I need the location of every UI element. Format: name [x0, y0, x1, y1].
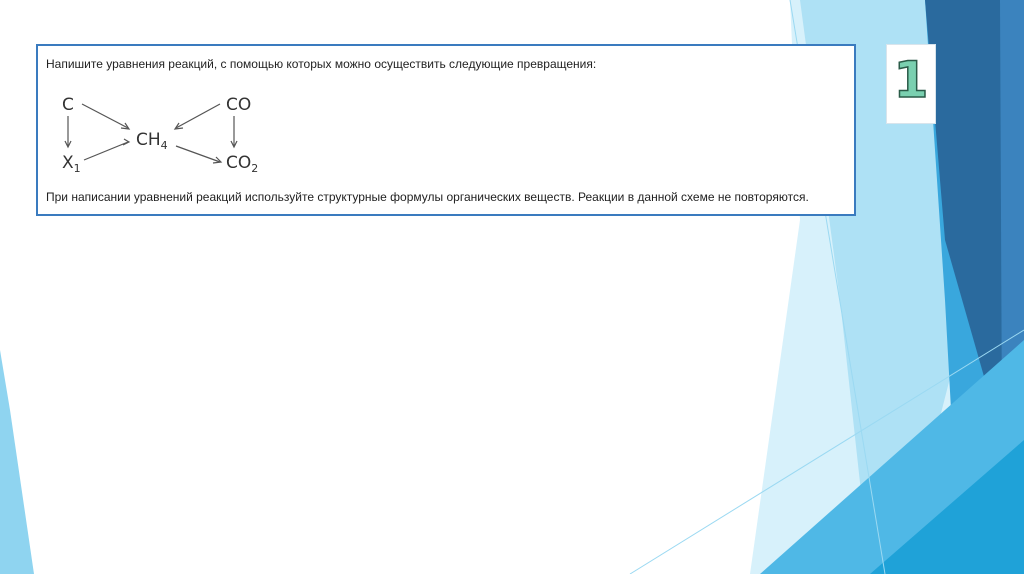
task-box	[36, 44, 856, 216]
task-note: При написании уравнений реакций используйте структурные формулы органических веществ. Реакции в данной схеме не повторяются.	[46, 190, 809, 204]
arrow-x1-to-ch4	[84, 139, 129, 160]
arrow-c-to-ch4	[82, 104, 129, 129]
formula-x1-sub: 1	[73, 162, 81, 175]
formula-x1-main: X	[62, 153, 74, 173]
arrow-ch4-to-co2	[176, 146, 221, 163]
formula-x1	[62, 153, 81, 175]
formula-co: CO	[226, 95, 252, 115]
task-instruction: Напишите уравнения реакций, с помощью которых можно осуществить следующие превращения:	[46, 57, 597, 71]
arrow-co-to-ch4	[175, 104, 220, 129]
formula-co2	[226, 153, 258, 175]
formula-ch4-sub: 4	[160, 139, 168, 152]
formula-co2-sub: 2	[251, 162, 259, 175]
transformation-scheme	[52, 90, 292, 186]
arrow-c-to-x1	[65, 116, 71, 147]
formula-c: C	[62, 95, 74, 115]
arrow-co-to-co2	[231, 116, 237, 147]
slide-number: 1	[893, 51, 929, 109]
formula-co2-main: CO	[226, 153, 252, 173]
formula-ch4	[136, 130, 168, 152]
formula-ch4-main: CH	[136, 130, 161, 150]
slide-number-badge	[886, 44, 936, 124]
